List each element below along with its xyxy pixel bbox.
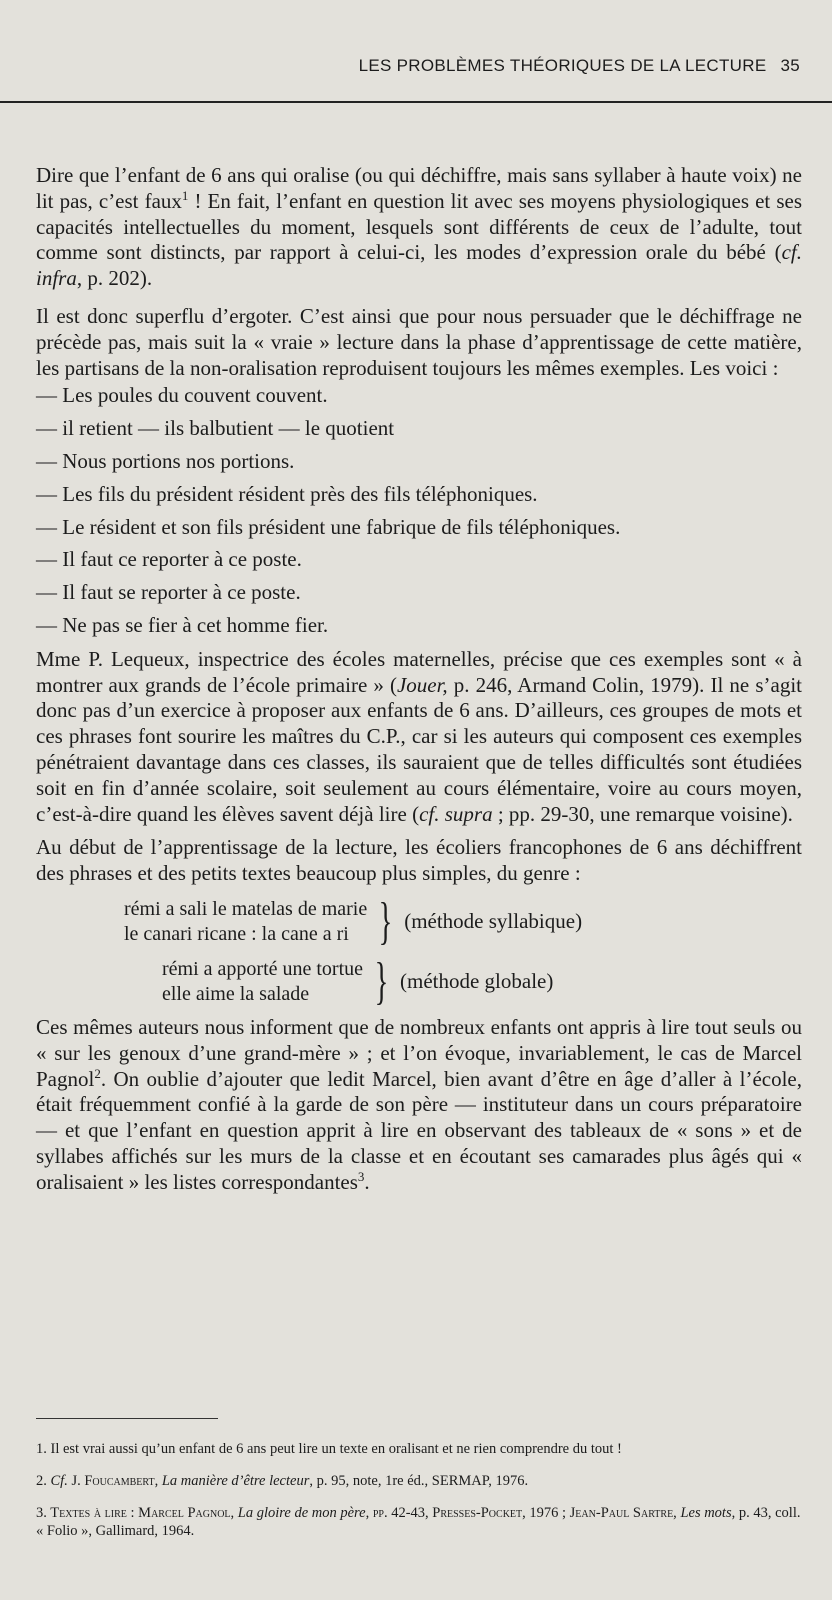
example-line: — Les fils du président résident près des fils téléphoniques. [36, 481, 538, 506]
footnote-rule [36, 1418, 218, 1419]
footnote-3: 3. Textes à lire : Marcel Pagnol, La gloire de mon père, pp. 42-43, Presses-Pocket, 1976 ; Jean-Paul Sartre, Les mots, p. 43, coll. « Folio », Gallimard, 1964. [36, 1505, 801, 1539]
group-line: elle aime la salade [162, 982, 310, 1005]
paragraph-4: Au début de l’apprentissage de la lecture, les écoliers francophones de 6 ans déchiffrent des phrases et des petits textes beaucoup plus simples, du genre : [36, 835, 802, 886]
header-rule [0, 101, 832, 103]
group-line: le canari ricane : la cane a ri [124, 922, 349, 945]
footnote-ref-2: 2 [94, 1065, 101, 1081]
example-group-global [162, 952, 802, 1010]
paragraph-3: Mme P. Lequeux, inspectrice des écoles maternelles, précise que ces exemples sont « à montrer aux grands de l’école primaire » (Jouer, p. 246, Armand Colin, 1979). Il ne s’agit donc pas d’un exercice à proposer aux enfants de 6 ans. D’ailleurs, ces groupes de mots et ces phrases font sourire les maîtres du C.P., car si les auteurs qui composent ces exemples pénétraient davantage dans ces classes, ils sauraient que de telles difficultés sont étudiées soit en fin d’année scolaire, soit seulement au cours élémentaire, voire au cours moyen, c’est-à-dire quand les élèves savent déjà lire (cf. supra ; pp. 29-30, une remarque voisine). [36, 646, 802, 826]
method-label: (méthode globale) [400, 969, 554, 994]
example-line: — Il faut ce reporter à ce poste. [36, 547, 302, 572]
footnote-ref-1: 1 [181, 187, 189, 203]
example-line: — Le résident et son fils président une fabrique de fils téléphoniques. [36, 514, 621, 539]
footnote-ref-3: 3 [357, 1168, 365, 1184]
running-header [0, 56, 800, 76]
paragraph-2: Il est donc superflu d’ergoter. C’est ainsi que pour nous persuader que le déchiffrage ne précède pas, mais suit la « vraie » lecture dans la phase d’apprentissage de cette matière, les partisans de la non-oralisation reproduisent toujours les mêmes exemples. Les voici : [36, 303, 802, 380]
example-line: — Nous portions nos portions. [36, 448, 295, 473]
brace-icon: } [378, 892, 393, 950]
body-text [36, 163, 802, 1196]
footnote-1: 1. Il est vrai aussi qu’un enfant de 6 ans peut lire un texte en oralisant et ne rien comprendre du tout ! [36, 1441, 622, 1457]
method-label: (méthode syllabique) [404, 909, 583, 934]
example-line: — Les poules du couvent couvent. [36, 383, 328, 408]
group-line: rémi a apporté une tortue [162, 957, 364, 980]
brace-icon: } [374, 952, 389, 1010]
example-list [36, 383, 802, 638]
paragraph-5: Ces mêmes auteurs nous informent que de nombreux enfants ont appris à lire tout seuls ou « sur les genoux d’une grand-mère » ; et l’on évoque, invariablement, le cas de Marcel Pagnol$^2$. On oublie d’ajouter que ledit Marcel, bien avant d’être en âge d’aller à l’école, était fréquemment confié à la garde de son père — instituteur dans un cours préparatoire — et que l’enfant en question apprit à lire en observant des tableaux de « sons » et de syllabes affichés sur les murs de la classe et en écoutant ses camarades plus âgés qui « oralisaient » les listes correspondantes$^3$. [36, 1014, 802, 1194]
page-number: 35 [780, 56, 800, 75]
example-line: — il retient — ils balbutient — le quotient [36, 416, 395, 441]
example-group-syllabic [124, 892, 802, 950]
example-line: — Il faut se reporter à ce poste. [36, 580, 301, 605]
running-title: LES PROBLÈMES THÉORIQUES DE LA LECTURE [358, 56, 767, 75]
footnotes [36, 1440, 806, 1554]
paragraph-1: Dire que l’enfant de 6 ans qui oralise (ou qui déchiffre, mais sans syllaber à haute voix) ne lit pas, c’est faux$^1$ ! En fait, l’enfant en question lit avec ses moyens physiologiques et ses capacités intellectuelles du moment, lesquels sont différents de ceux de l’adulte, tout comme sont distincts, par rapport à celui-ci, les modes d’expression orale du bébé (cf. infra, p. 202). [36, 163, 802, 291]
example-line: — Ne pas se fier à cet homme fier. [36, 612, 329, 637]
footnote-2: 2. Cf. J. Foucambert, La manière d’être lecteur, p. 95, note, 1re éd., SERMAP, 1976. [36, 1473, 529, 1489]
group-line: rémi a sali le matelas de marie [124, 897, 368, 920]
